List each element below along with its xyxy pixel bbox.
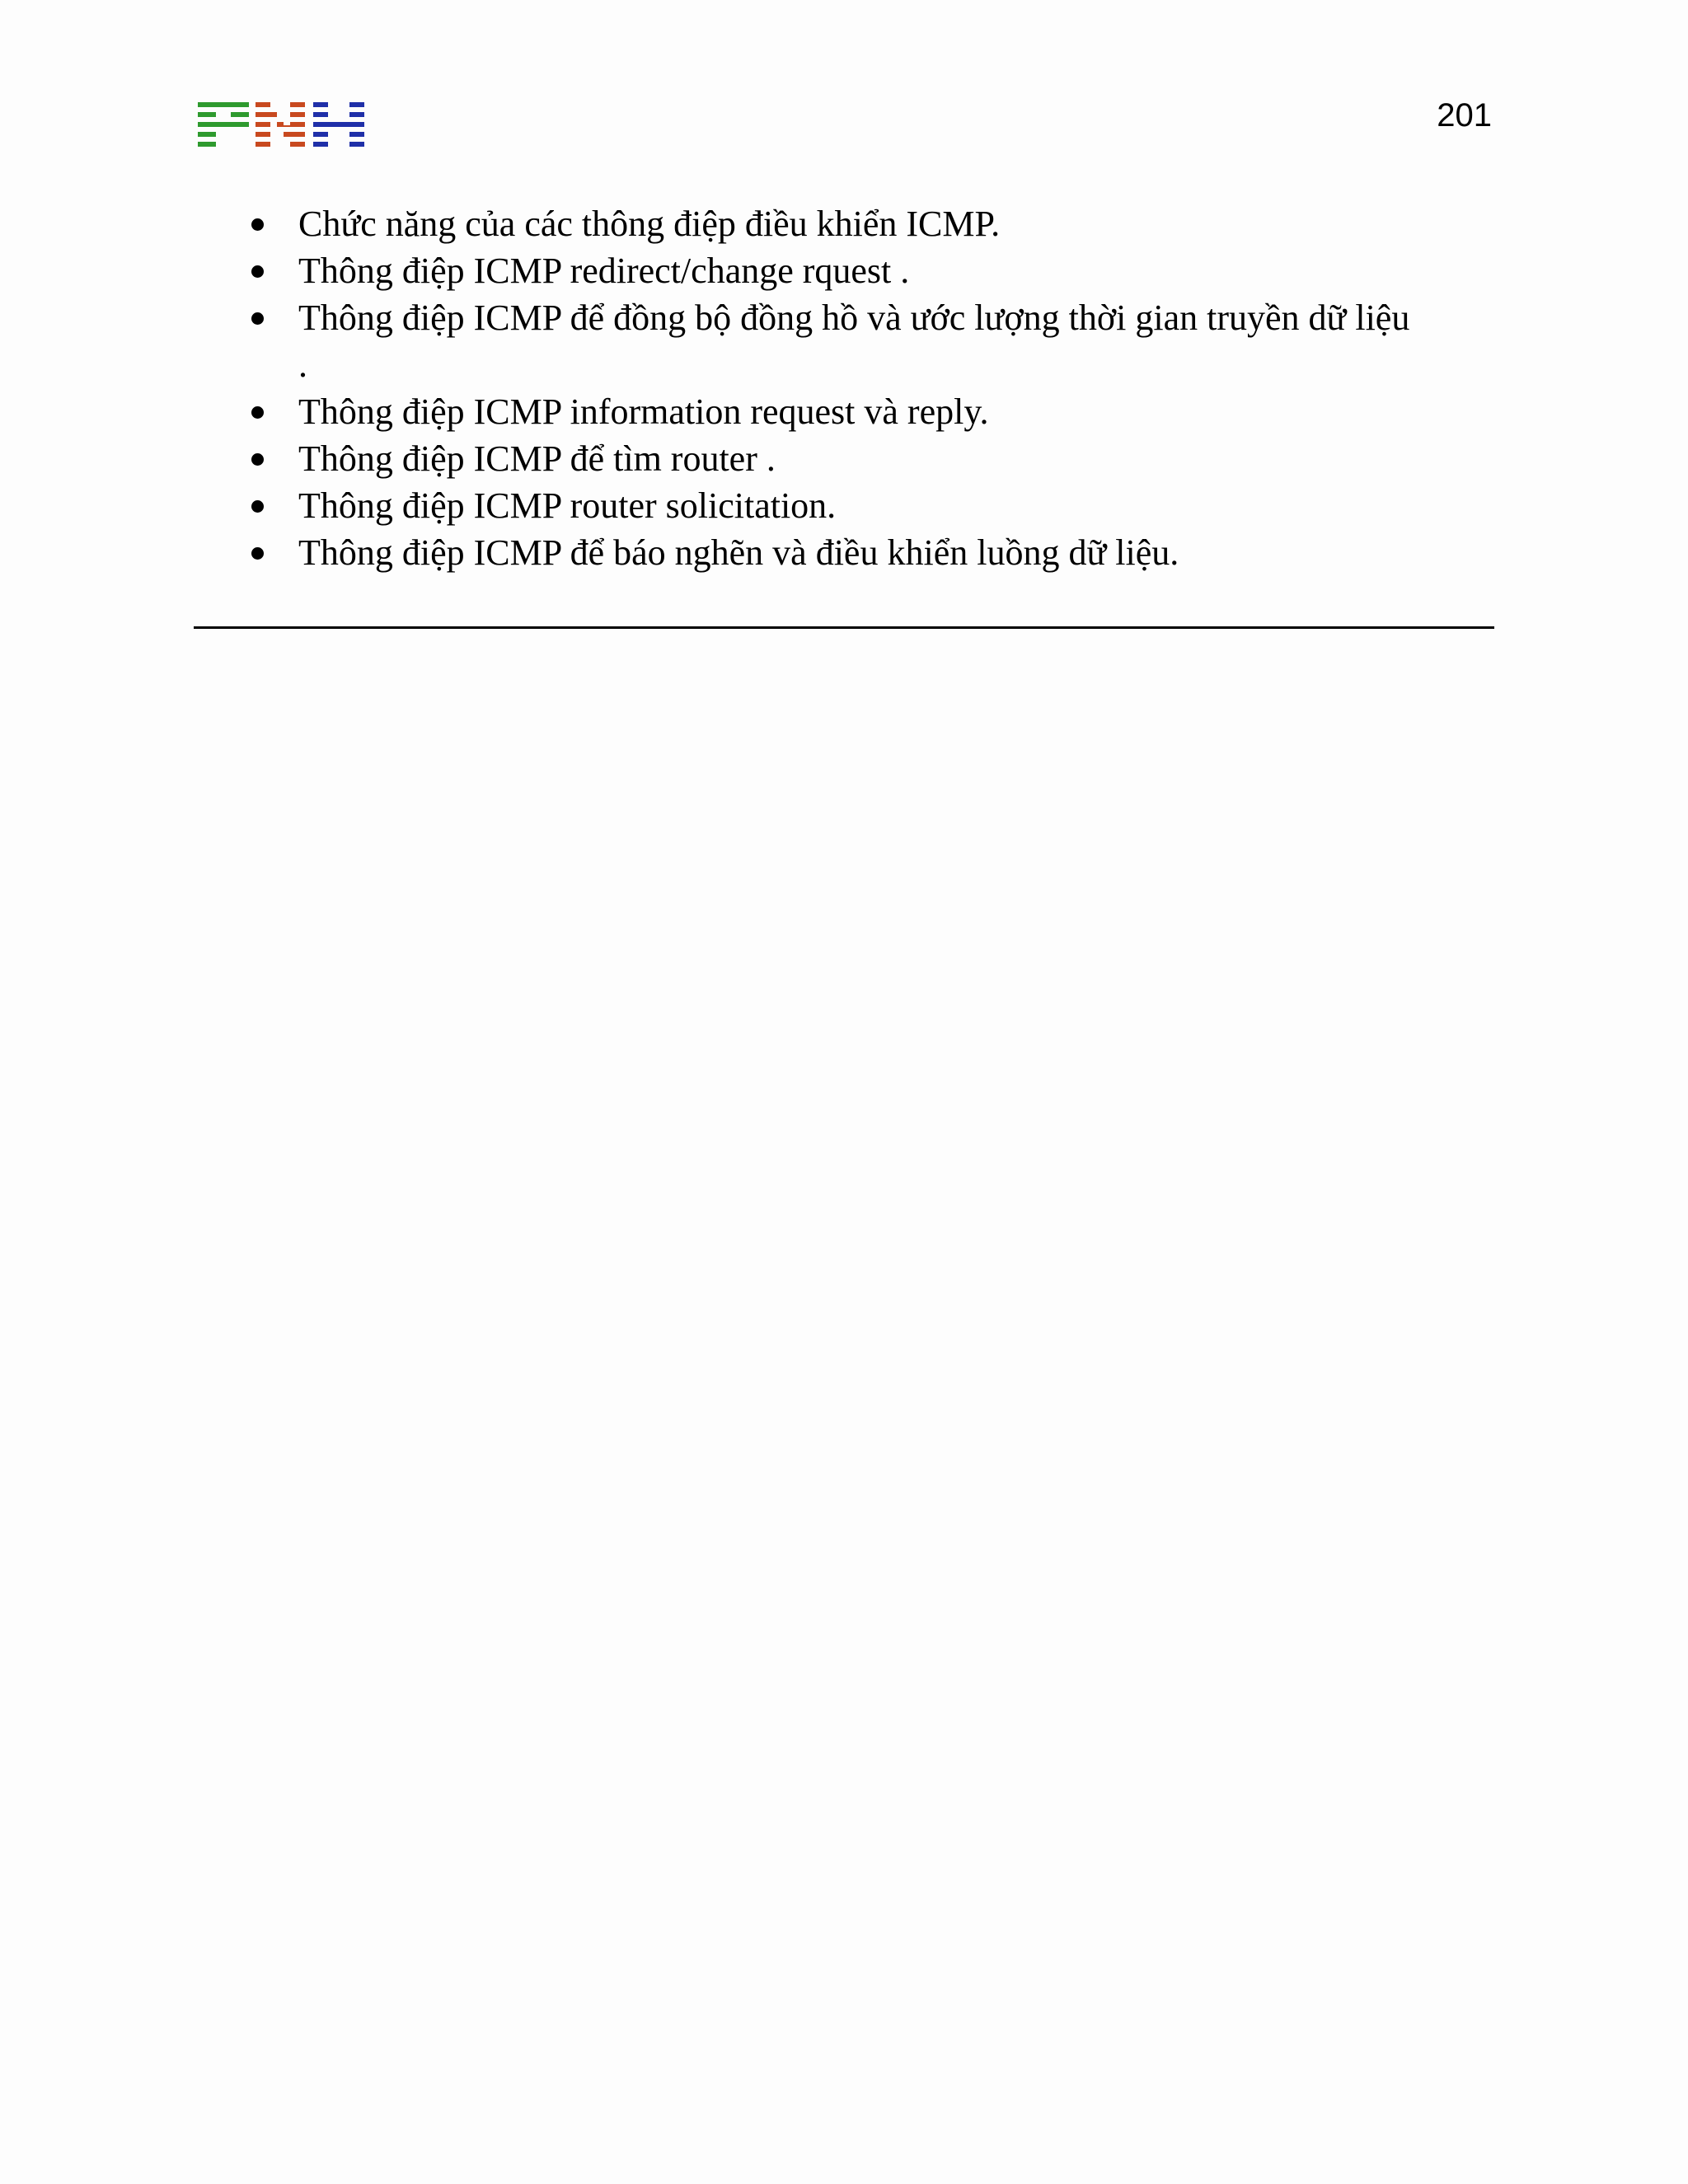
- list-item-text: Thông điệp ICMP để báo nghẽn và điều khiển luồng dữ liệu.: [298, 532, 1179, 573]
- list-item-text: Thông điệp ICMP để đồng bộ đồng hồ và ước lượng thời gian truyền dữ liệu: [298, 298, 1410, 338]
- bullet-list: [251, 200, 1496, 576]
- bullet-icon: [251, 500, 264, 513]
- bullet-icon: [251, 312, 264, 325]
- bullet-icon: [251, 547, 264, 560]
- list-item-text: Thông điệp ICMP information request và reply.: [298, 391, 989, 432]
- list-item: [251, 294, 1496, 341]
- list-item-text: Thông điệp ICMP router solicitation.: [298, 485, 837, 526]
- bullet-icon: [251, 218, 264, 231]
- bullet-icon: [251, 406, 264, 419]
- list-item-continuation: [251, 341, 1496, 388]
- page-number: 201: [1437, 97, 1492, 134]
- list-item: [251, 482, 1496, 529]
- list-item-text: Thông điệp ICMP redirect/change rquest .: [298, 251, 910, 291]
- bullet-icon: [251, 265, 264, 278]
- list-item-text: Chức năng của các thông điệp điều khiển ICMP.: [298, 204, 1001, 244]
- list-item: [251, 200, 1496, 247]
- bullet-icon: [251, 453, 264, 466]
- list-item-text: .: [298, 344, 307, 385]
- list-item: [251, 529, 1496, 576]
- pnh-logo: [198, 101, 367, 150]
- section-divider: [194, 626, 1494, 629]
- list-item: [251, 388, 1496, 435]
- list-item: [251, 247, 1496, 294]
- list-item: [251, 435, 1496, 482]
- list-item-text: Thông điệp ICMP để tìm router .: [298, 438, 776, 479]
